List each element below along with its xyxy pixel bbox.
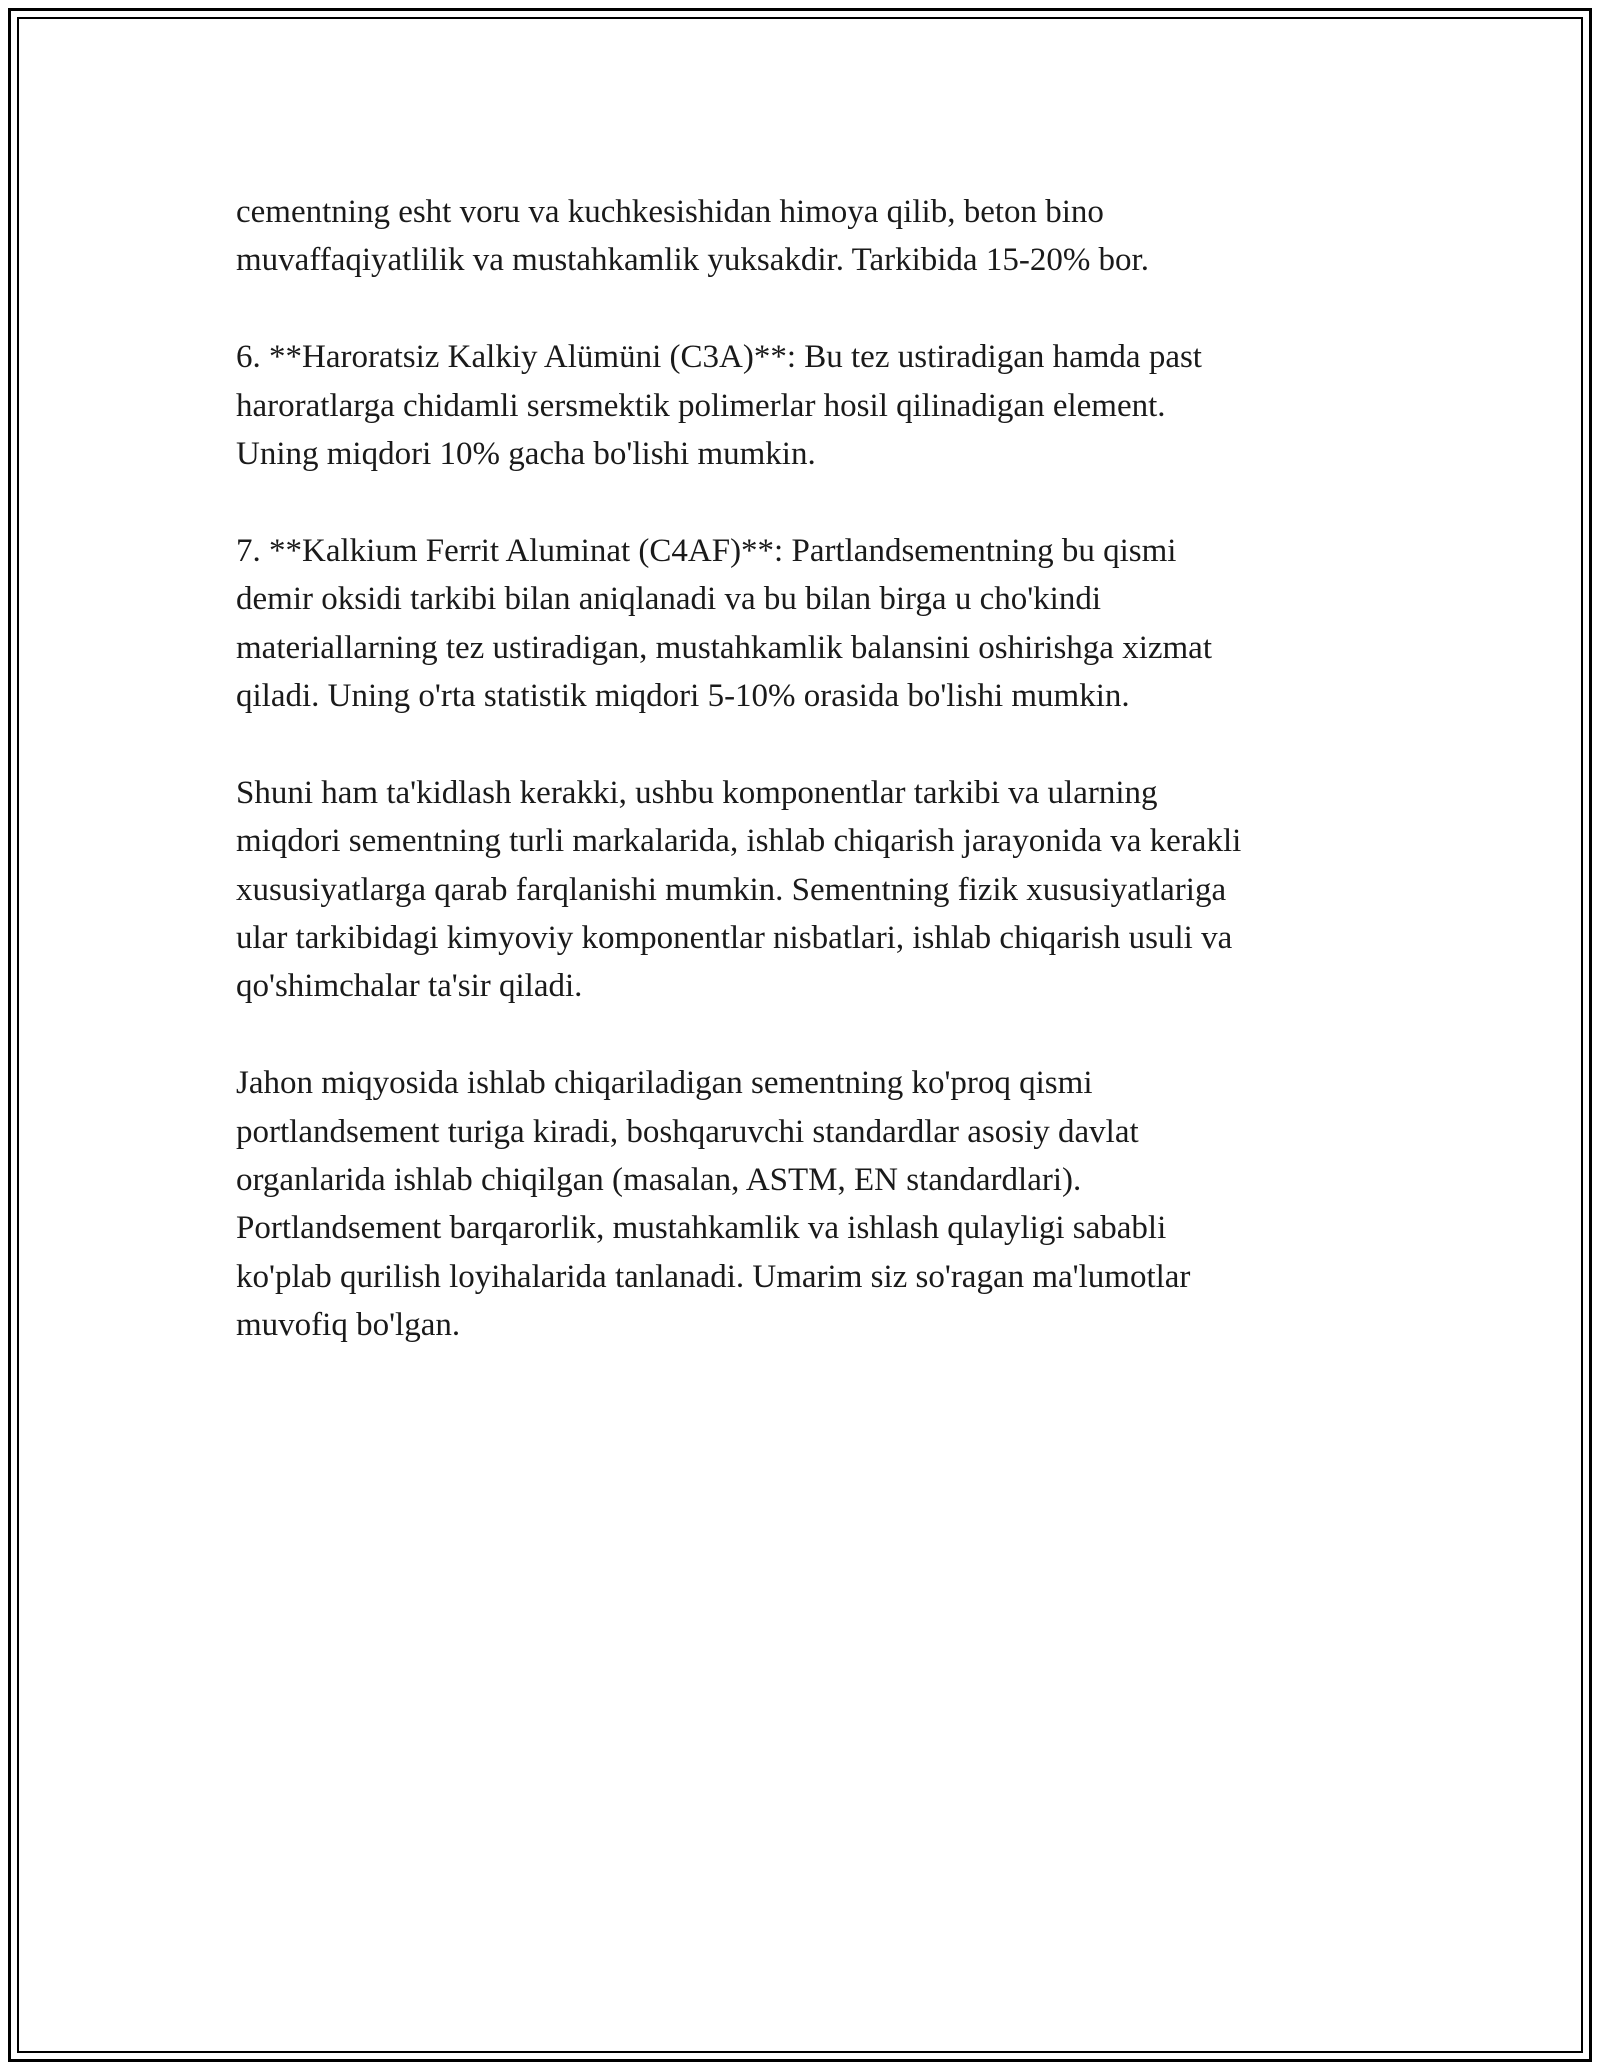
- text-line: qo'shimchalar ta'sir qiladi.: [236, 968, 583, 1005]
- paragraph-composition-note: [236, 769, 1376, 1011]
- text-line: muvofiq bo'lgan.: [236, 1307, 461, 1344]
- text-line: 7. **Kalkium Ferrit Aluminat (C4AF)**: Partlandsementning bu qismi: [236, 532, 1177, 569]
- text-line: ular tarkibidagi kimyoviy komponentlar nisbatlari, ishlab chiqarish usuli va: [236, 920, 1233, 957]
- text-line: qiladi. Uning o'rta statistik miqdori 5-10% orasida bo'lishi mumkin.: [236, 678, 1130, 715]
- text-line: miqdori sementning turli markalarida, ishlab chiqarish jarayonida va kerakli: [236, 823, 1242, 860]
- text-line: Portlandsement barqarorlik, mustahkamlik va ishlash qulayligi sababli: [236, 1210, 1167, 1247]
- paragraph-cement-protection: [236, 188, 1376, 285]
- text-line: Uning miqdori 10% gacha bo'lishi mumkin.: [236, 436, 816, 473]
- paragraph-conclusion: [236, 1059, 1376, 1349]
- text-line: muvaffaqiyatlilik va mustahkamlik yuksakdir. Tarkibida 15-20% bor.: [236, 242, 1149, 279]
- document-body: [236, 188, 1376, 1398]
- text-line: cementning esht voru va kuchkesishidan himoya qilib, beton bino: [236, 194, 1104, 230]
- text-line: Shuni ham ta'kidlash kerakki, ushbu komponentlar tarkibi va ularning: [236, 774, 1158, 811]
- text-line: xususiyatlarga qarab farqlanishi mumkin. Sementning fizik xususiyatlariga: [236, 871, 1227, 908]
- paragraph-item-6-c3a: [236, 333, 1376, 478]
- text-line: organlarida ishlab chiqilgan (masalan, ASTM, EN standardlari).: [236, 1162, 1082, 1199]
- paragraph-item-7-c4af: [236, 527, 1376, 721]
- text-line: 6. **Haroratsiz Kalkiy Alümüni (C3A)**: Bu tez ustiradigan hamda past: [236, 339, 1202, 376]
- text-line: portlandsement turiga kiradi, boshqaruvchi standardlar asosiy davlat: [236, 1113, 1139, 1150]
- text-line: ko'plab qurilish loyihalarida tanlanadi. Umarim siz so'ragan ma'lumotlar: [236, 1258, 1191, 1295]
- text-line: Jahon miqyosida ishlab chiqariladigan sementning ko'proq qismi: [236, 1065, 1093, 1102]
- text-line: demir oksidi tarkibi bilan aniqlanadi va bu bilan birga u cho'kindi: [236, 581, 1101, 618]
- text-line: materiallarning tez ustiradigan, mustahkamlik balansini oshirishga xizmat: [236, 629, 1212, 666]
- text-line: haroratlarga chidamli sersmektik polimerlar hosil qilinadigan element.: [236, 387, 1166, 424]
